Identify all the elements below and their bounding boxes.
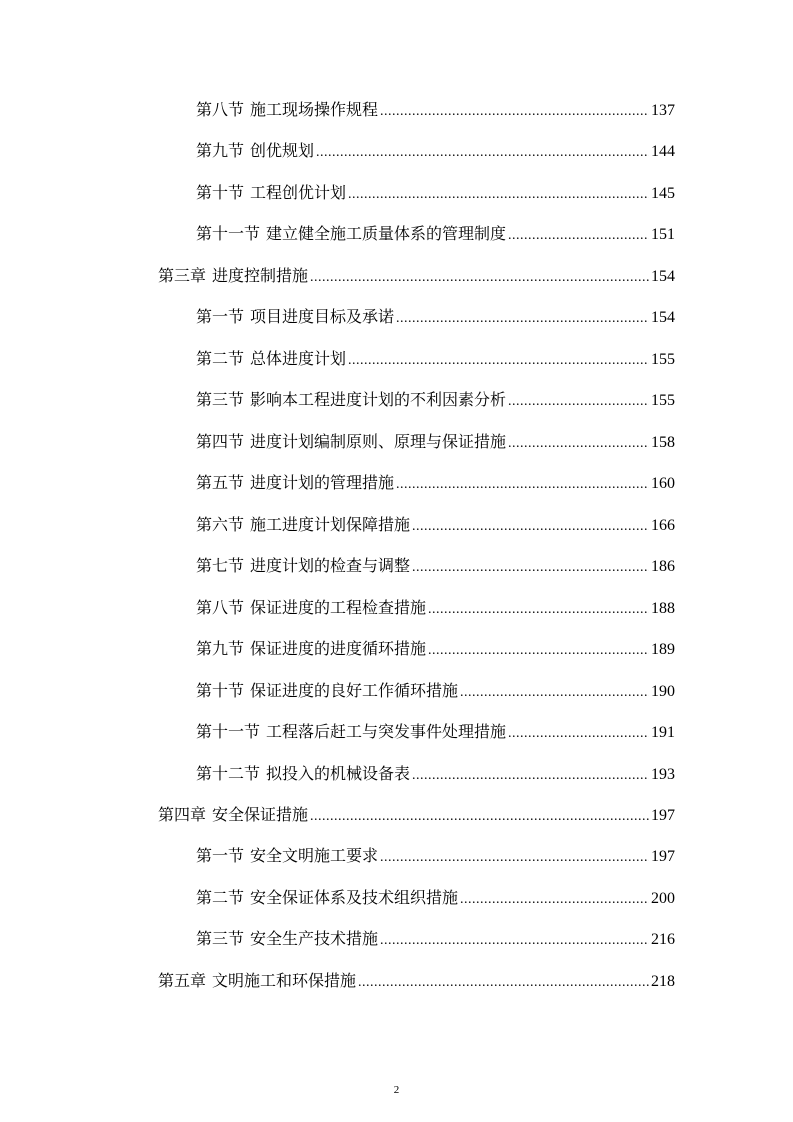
toc-entry-number: 第八节	[196, 597, 245, 617]
toc-entry-title: 创优规划	[250, 141, 315, 161]
toc-entry-label	[196, 89, 378, 130]
toc-entry-title: 工程创优计划	[250, 182, 347, 202]
toc-entry-title: 建立健全施工质量体系的管理制度	[266, 224, 507, 244]
toc-entry-title: 保证进度的进度循环措施	[250, 639, 427, 659]
toc-entry-label	[158, 794, 308, 835]
toc-entry-number: 第八节	[196, 100, 245, 119]
toc-entry-page: 188	[651, 599, 675, 617]
toc-entry-title: 施工进度计划保障措施	[250, 514, 411, 534]
toc-entry-page: 158	[651, 433, 675, 451]
toc-entry-label	[196, 711, 506, 752]
dot-leader	[396, 298, 649, 339]
toc-entry-title: 安全保证措施	[212, 804, 309, 824]
toc-entry-title: 保证进度的良好工作循环措施	[250, 680, 459, 700]
toc-entry-number: 第三章	[158, 265, 207, 285]
toc-entry-label	[196, 172, 346, 213]
toc-entry-label	[196, 130, 314, 171]
toc-entry-number: 第五节	[196, 473, 245, 493]
toc-entry-title: 总体进度计划	[250, 348, 347, 368]
toc-entry-page: 216	[651, 931, 675, 949]
toc-entry-title: 安全生产技术措施	[250, 929, 379, 949]
toc-section-entry[interactable]	[158, 421, 675, 462]
toc-entry-title: 进度控制措施	[212, 265, 309, 285]
toc-entry-title: 安全保证体系及技术组织措施	[250, 887, 459, 907]
toc-section-entry[interactable]	[158, 753, 675, 794]
dot-leader	[412, 506, 649, 547]
toc-entry-label	[158, 255, 308, 296]
toc-entry-page: 200	[651, 889, 675, 907]
toc-entry-page: 218	[651, 972, 675, 990]
toc-entry-label	[196, 421, 506, 462]
toc-entry-label	[196, 753, 410, 794]
dot-leader	[412, 547, 649, 588]
page-number: 2	[393, 1084, 400, 1096]
toc-section-entry[interactable]	[158, 877, 675, 918]
dot-leader	[348, 174, 649, 215]
dot-leader	[348, 340, 649, 381]
toc-section-entry[interactable]	[158, 89, 675, 130]
toc-entry-label	[196, 296, 394, 337]
toc-chapter-entry[interactable]	[158, 960, 675, 1001]
table-of-contents	[158, 89, 675, 1001]
toc-entry-title: 拟投入的机械设备表	[266, 763, 411, 783]
toc-entry-title: 工程落后赶工与突发事件处理措施	[266, 722, 507, 742]
toc-section-entry[interactable]	[158, 545, 675, 586]
toc-entry-title: 进度计划的管理措施	[250, 473, 395, 493]
toc-section-entry[interactable]	[158, 462, 675, 503]
toc-section-entry[interactable]	[158, 587, 675, 628]
toc-entry-page: 144	[651, 143, 675, 161]
toc-entry-number: 第七节	[196, 556, 245, 576]
toc-entry-label	[196, 379, 506, 420]
toc-entry-number: 第四章	[158, 804, 207, 824]
toc-entry-number: 第六节	[196, 514, 245, 534]
toc-entry-number: 第二节	[196, 348, 245, 368]
toc-entry-page: 154	[651, 309, 675, 327]
toc-section-entry[interactable]	[158, 628, 675, 669]
toc-section-entry[interactable]	[158, 835, 675, 876]
toc-entry-page: 137	[651, 102, 675, 119]
toc-entry-label	[196, 918, 378, 959]
toc-chapter-entry[interactable]	[158, 794, 675, 835]
toc-entry-page: 191	[651, 724, 675, 742]
toc-entry-title: 保证进度的工程检查措施	[250, 597, 427, 617]
toc-entry-number: 第九节	[196, 141, 245, 161]
toc-entry-page: 197	[651, 806, 675, 824]
toc-entry-label	[196, 338, 346, 379]
toc-entry-label	[196, 213, 506, 254]
toc-entry-page: 160	[651, 475, 675, 493]
toc-section-entry[interactable]	[158, 670, 675, 711]
toc-entry-number: 第四节	[196, 431, 245, 451]
toc-entry-page: 189	[651, 641, 675, 659]
dot-leader	[316, 132, 649, 173]
toc-entry-number: 第十节	[196, 182, 245, 202]
toc-entry-label	[196, 545, 410, 586]
toc-chapter-entry[interactable]	[158, 255, 675, 296]
toc-entry-number: 第十二节	[196, 763, 261, 783]
dot-leader	[380, 920, 649, 961]
toc-section-entry[interactable]	[158, 213, 675, 254]
toc-entry-title: 文明施工和环保措施	[212, 970, 357, 990]
toc-section-entry[interactable]	[158, 130, 675, 171]
dot-leader	[358, 962, 649, 1003]
toc-entry-number: 第一节	[196, 846, 245, 866]
toc-entry-title: 项目进度目标及承诺	[250, 307, 395, 327]
toc-entry-label	[196, 835, 378, 876]
toc-entry-number: 第十一节	[196, 224, 261, 244]
toc-entry-label	[196, 628, 426, 669]
dot-leader	[310, 257, 649, 298]
dot-leader	[428, 630, 649, 671]
dot-leader	[460, 879, 649, 920]
dot-leader	[412, 755, 649, 796]
toc-entry-title: 施工现场操作规程	[250, 100, 379, 119]
dot-leader	[310, 796, 649, 837]
toc-section-entry[interactable]	[158, 504, 675, 545]
dot-leader	[380, 91, 649, 132]
toc-entry-title: 进度计划的检查与调整	[250, 556, 411, 576]
toc-entry-page: 190	[651, 682, 675, 700]
toc-entry-page: 186	[651, 558, 675, 576]
dot-leader	[508, 381, 649, 422]
toc-entry-page: 145	[651, 184, 675, 202]
dot-leader	[508, 215, 649, 256]
toc-entry-label	[196, 670, 458, 711]
toc-entry-page: 154	[651, 267, 675, 285]
toc-entry-number: 第二节	[196, 887, 245, 907]
toc-entry-page: 155	[651, 392, 675, 410]
toc-section-entry[interactable]	[158, 338, 675, 379]
toc-section-entry[interactable]	[158, 918, 675, 959]
toc-entry-number: 第三节	[196, 390, 245, 410]
dot-leader	[396, 464, 649, 505]
toc-entry-page: 193	[651, 765, 675, 783]
dot-leader	[380, 837, 649, 878]
toc-entry-label	[196, 877, 458, 918]
toc-entry-number: 第一节	[196, 307, 245, 327]
toc-entry-label	[196, 587, 426, 628]
toc-entry-page: 197	[651, 848, 675, 866]
dot-leader	[508, 423, 649, 464]
toc-section-entry[interactable]	[158, 711, 675, 752]
dot-leader	[460, 672, 649, 713]
toc-entry-number: 第三节	[196, 929, 245, 949]
dot-leader	[508, 713, 649, 754]
toc-entry-title: 安全文明施工要求	[250, 846, 379, 866]
toc-section-entry[interactable]	[158, 172, 675, 213]
toc-entry-number: 第五章	[158, 970, 207, 990]
toc-entry-number: 第十一节	[196, 722, 261, 742]
toc-entry-number: 第九节	[196, 639, 245, 659]
toc-entry-title: 影响本工程进度计划的不利因素分析	[250, 390, 507, 410]
toc-entry-page: 166	[651, 516, 675, 534]
toc-entry-page: 151	[651, 226, 675, 244]
toc-entry-label	[158, 960, 356, 1001]
dot-leader	[428, 589, 649, 630]
toc-entry-number: 第十节	[196, 680, 245, 700]
toc-entry-page: 155	[651, 350, 675, 368]
toc-entry-label	[196, 462, 394, 503]
toc-section-entry[interactable]	[158, 296, 675, 337]
toc-entry-title: 进度计划编制原则、原理与保证措施	[250, 431, 507, 451]
toc-section-entry[interactable]	[158, 379, 675, 420]
toc-entry-label	[196, 504, 410, 545]
